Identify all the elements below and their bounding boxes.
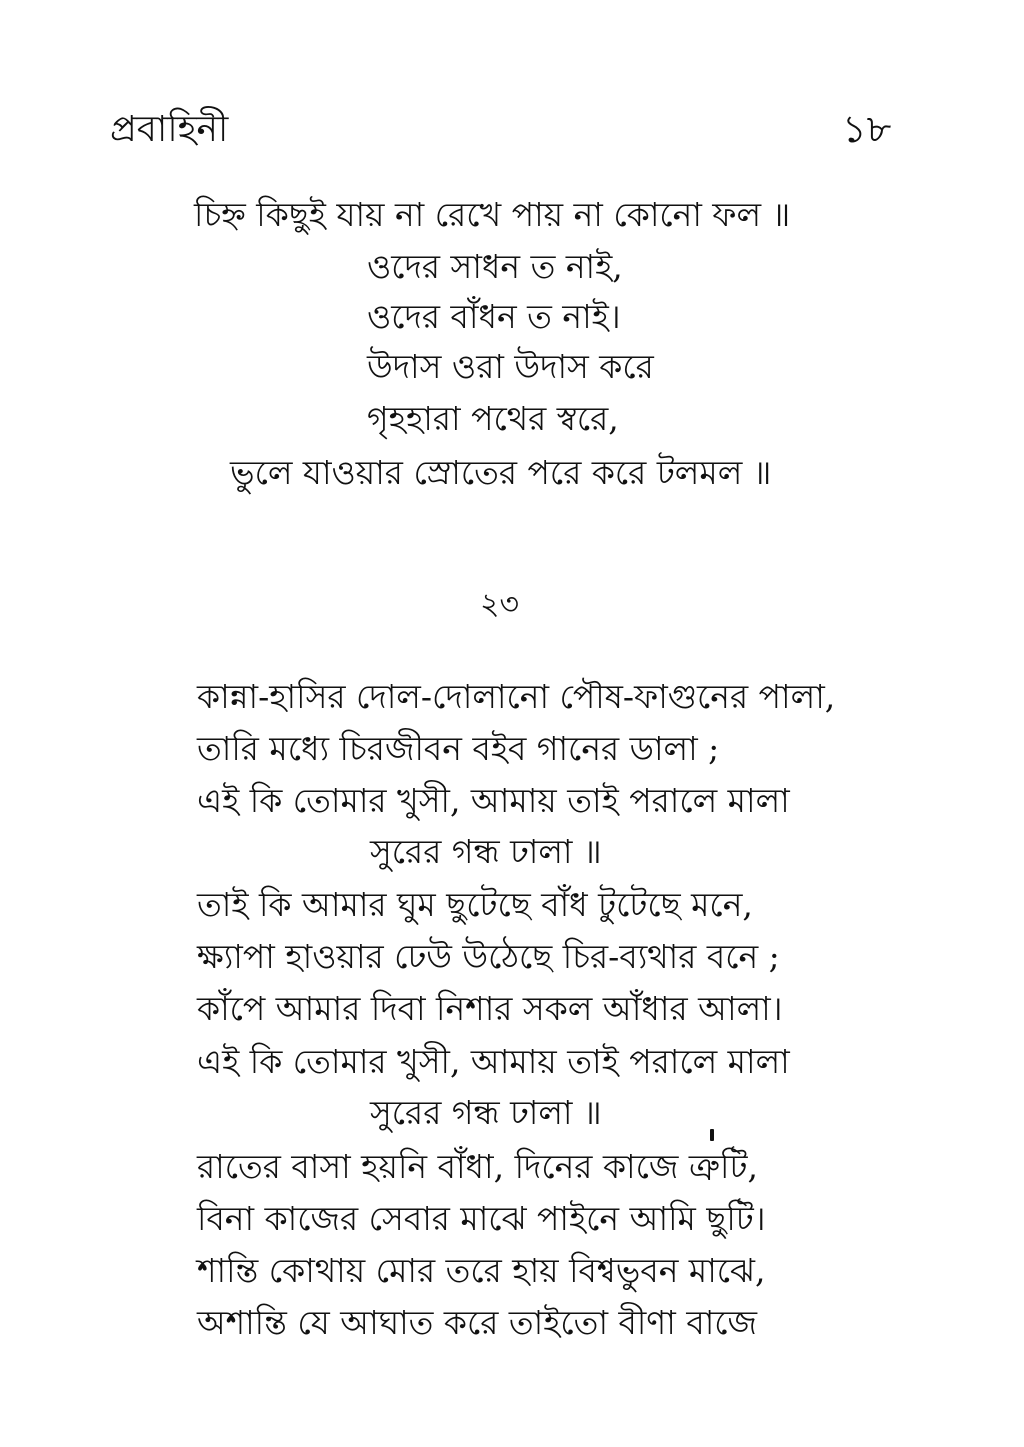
page-number: ১৮ [842, 107, 892, 151]
verse-line: সুরের গন্ধ ঢালা ॥ [370, 832, 602, 871]
verse-line: কাঁপে আমার দিবা নিশার সকল আঁধার আলা। [197, 989, 783, 1028]
verse-line: ওদের সাধন ত নাই, [367, 247, 623, 286]
verse-line: শান্তি কোথায় মোর তরে হায় বিশ্বভুবন মাঝে, [197, 1251, 766, 1290]
song-number: ২৩ [480, 587, 520, 622]
verse-line: ক্ষ্যাপা হাওয়ার ঢেউ উঠেছে চির-ব্যথার বনে ; [197, 937, 780, 976]
verse-line: তারি মধ্যে চিরজীবন বইব গানের ডালা ; [197, 729, 720, 768]
verse-line: রাতের বাসা হয়নি বাঁধা, দিনের কাজে ত্রুটি, [197, 1147, 758, 1186]
verse-line: তাই কি আমার ঘুম ছুটেছে বাঁধ টুটেছে মনে, [197, 885, 753, 924]
verse-line: চিহ্ন কিছুই যায় না রেখে পায় না কোনো ফল ॥ [194, 195, 791, 234]
verse-line: এই কি তোমার খুসী, আমায় তাই পরালে মালা [197, 781, 790, 820]
verse-line: উদাস ওরা উদাস করে [367, 347, 654, 386]
verse-line: ভুলে যাওয়ার স্রোতের পরে করে টলমল ॥ [230, 453, 772, 492]
ink-speck [710, 1129, 714, 1141]
verse-line: ওদের বাঁধন ত নাই। [367, 297, 621, 336]
verse-line: গৃহহারা পথের স্বরে, [367, 399, 619, 438]
running-head-title: প্রবাহিনী [110, 109, 229, 150]
verse-line: সুরের গন্ধ ঢালা ॥ [370, 1093, 602, 1132]
verse-line: বিনা কাজের সেবার মাঝে পাইনে আমি ছুটি। [197, 1199, 766, 1238]
verse-line: এই কি তোমার খুসী, আমায় তাই পরালে মালা [197, 1042, 790, 1081]
verse-line: অশান্তি যে আঘাত করে তাইতো বীণা বাজে [197, 1303, 758, 1342]
verse-line: কান্না-হাসির দোল-দোলানো পৌষ-ফাগুনের পালা, [197, 677, 836, 716]
